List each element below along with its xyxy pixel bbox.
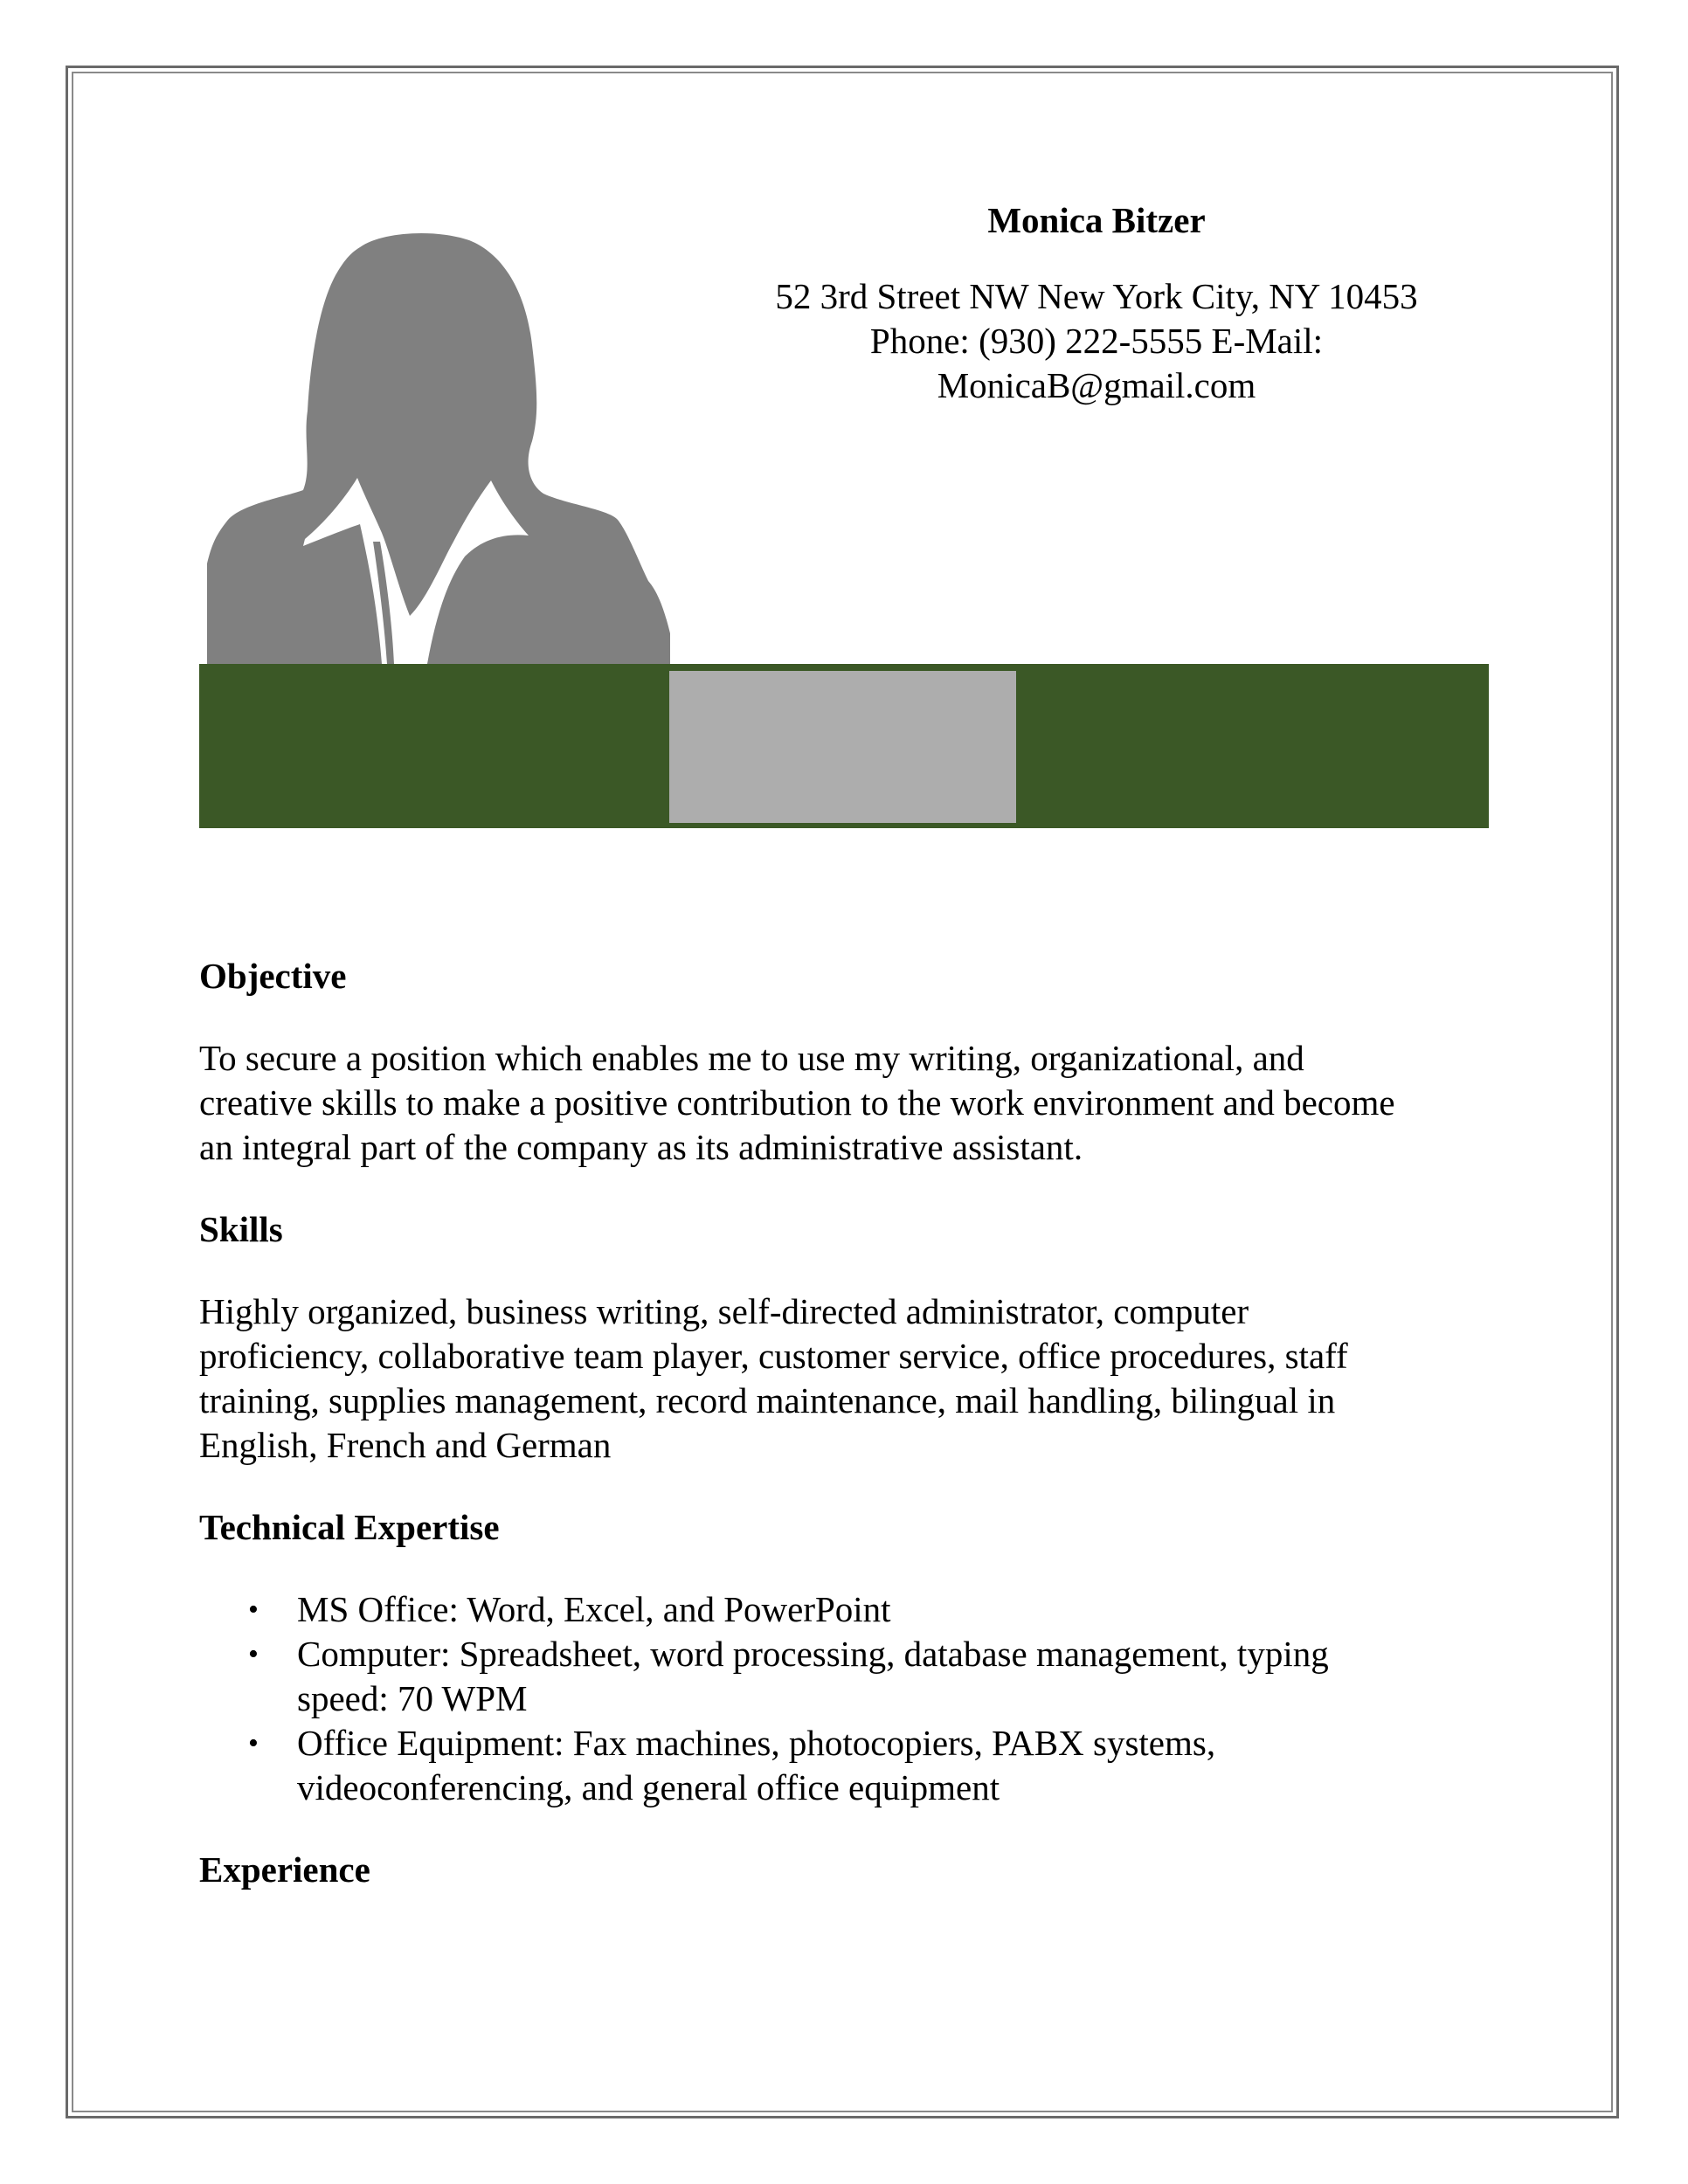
photo-placeholder <box>669 671 1016 823</box>
list-item <box>199 1721 1489 1810</box>
contact-info <box>725 274 1468 408</box>
objective-heading: Objective <box>199 956 347 996</box>
resume-body <box>199 954 1489 1892</box>
bullet-icon: • <box>248 1727 259 1759</box>
list-item-line: Office Equipment: Fax machines, photocopiers, PABX systems, <box>297 1723 1216 1763</box>
objective-text <box>199 1036 1489 1170</box>
profile-silhouette-icon <box>207 232 676 664</box>
list-item <box>199 1632 1489 1721</box>
phone-line: Phone: (930) 222-5555 E-Mail: <box>869 321 1324 361</box>
contact-header <box>725 196 1468 408</box>
list-item-line: speed: 70 WPM <box>297 1678 528 1718</box>
list-item-line: videoconferencing, and general office equipment <box>297 1767 1000 1807</box>
bullet-icon: • <box>248 1593 259 1626</box>
list-item-line: Computer: Spreadsheet, word processing, database management, typing <box>297 1634 1329 1674</box>
email-line: MonicaB@gmail.com <box>937 365 1256 405</box>
skills-line: training, supplies management, record maintenance, mail handling, bilingual in <box>199 1380 1336 1420</box>
skills-line: Highly organized, business writing, self-directed administrator, computer <box>199 1291 1249 1331</box>
experience-heading: Experience <box>199 1849 370 1890</box>
objective-line: creative skills to make a positive contribution to the work environment and become <box>199 1082 1395 1123</box>
skills-text <box>199 1289 1489 1468</box>
skills-line: proficiency, collaborative team player, customer service, office procedures, staff <box>199 1336 1348 1376</box>
objective-line: To secure a position which enables me to use my writing, organizational, and <box>199 1038 1304 1078</box>
list-item <box>199 1587 1489 1632</box>
candidate-name: Monica Bitzer <box>987 200 1206 240</box>
skills-line: English, French and German <box>199 1425 612 1465</box>
list-item-line: MS Office: Word, Excel, and PowerPoint <box>297 1589 891 1629</box>
skills-heading: Skills <box>199 1209 283 1249</box>
bullet-icon: • <box>248 1638 259 1670</box>
technical-expertise-heading: Technical Expertise <box>199 1507 500 1547</box>
technical-expertise-list <box>199 1587 1489 1810</box>
objective-line: an integral part of the company as its administrative assistant. <box>199 1127 1083 1167</box>
address-line: 52 3rd Street NW New York City, NY 10453 <box>775 276 1418 316</box>
